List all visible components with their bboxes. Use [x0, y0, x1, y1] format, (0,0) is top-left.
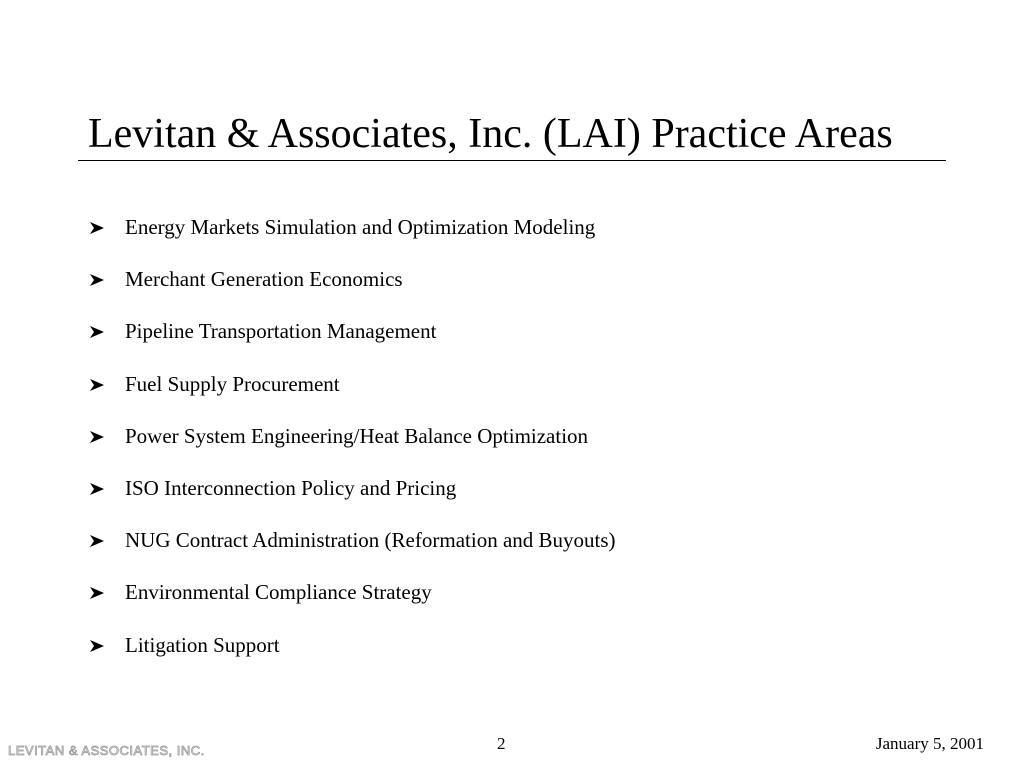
list-item — [88, 212, 948, 264]
arrowhead-bullet-icon — [88, 430, 106, 444]
arrowhead-bullet-icon — [88, 482, 106, 496]
slide-title: Levitan & Associates, Inc. (LAI) Practice Areas — [88, 111, 893, 157]
list-item-text: NUG Contract Administration (Reformation and Buyouts) — [125, 528, 616, 553]
list-item-text: Energy Markets Simulation and Optimization Modeling — [125, 215, 596, 239]
list-item-text: Environmental Compliance Strategy — [125, 580, 432, 605]
arrowhead-bullet-icon — [88, 325, 106, 339]
list-item — [88, 577, 948, 629]
list-item-text: ISO Interconnection Policy and Pricing — [125, 475, 457, 500]
list-item — [88, 264, 948, 316]
practice-areas-list — [88, 212, 948, 682]
list-item-text: Fuel Supply Procurement — [125, 371, 340, 396]
list-item-text: Pipeline Transportation Management — [125, 319, 437, 344]
list-item — [88, 421, 948, 473]
list-item — [88, 369, 948, 421]
list-item-text: Merchant Generation Economics — [125, 267, 403, 292]
list-item — [88, 630, 948, 682]
footer-date: January 5, 2001 — [875, 734, 984, 753]
page-number: 2 — [497, 734, 506, 753]
arrowhead-bullet-icon — [88, 221, 106, 235]
list-item-text: Litigation Support — [125, 632, 280, 657]
list-item-text: Power System Engineering/Heat Balance Optimization — [125, 423, 589, 448]
company-logo: LEVITAN & ASSOCIATES, INC. — [8, 743, 205, 758]
list-item — [88, 316, 948, 368]
arrowhead-bullet-icon — [88, 273, 106, 287]
list-item — [88, 473, 948, 525]
arrowhead-bullet-icon — [88, 639, 106, 653]
arrowhead-bullet-icon — [88, 586, 106, 600]
arrowhead-bullet-icon — [88, 534, 106, 548]
title-underline-divider — [78, 160, 946, 161]
list-item — [88, 525, 948, 577]
arrowhead-bullet-icon — [88, 378, 106, 392]
